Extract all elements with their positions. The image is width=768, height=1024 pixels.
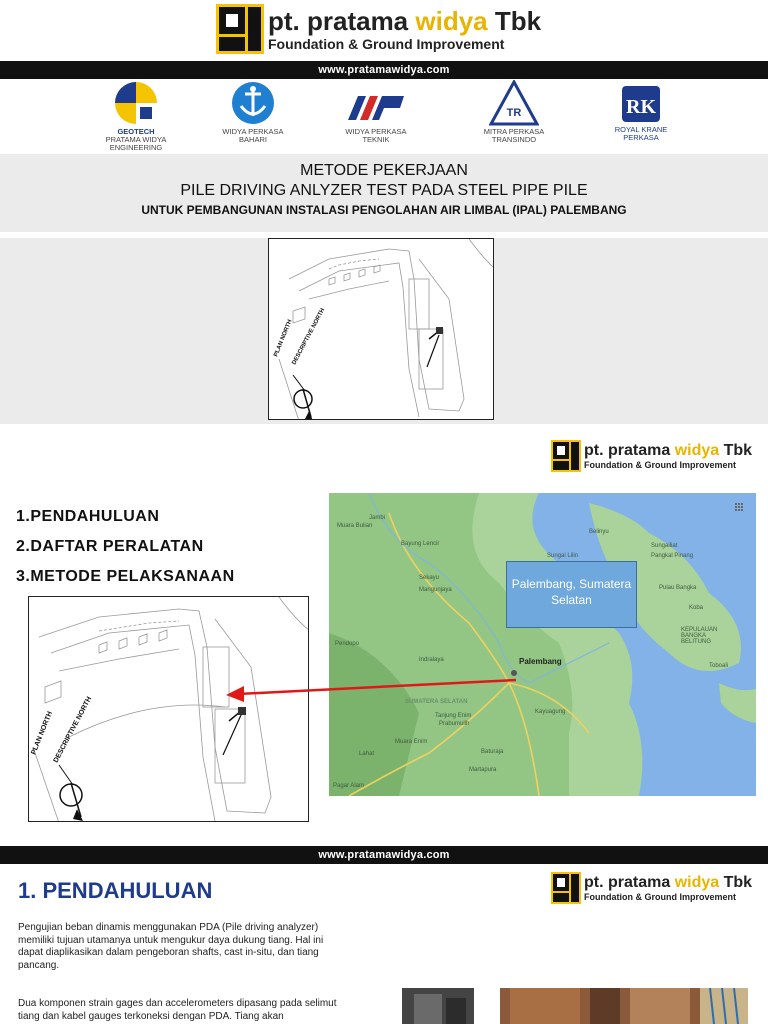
- descriptive-north-label: DESCRIPTIVE NORTH: [52, 695, 94, 764]
- partner-widya-bahari: WIDYA PERKASA BAHARI: [193, 80, 313, 144]
- brand-mark-icon: [216, 4, 264, 54]
- partner-royal-krane: RK ROYAL KRANE PERKASA: [581, 84, 701, 142]
- map-label: Pangkal Pinang: [651, 553, 694, 559]
- map-label: Bayung Lencir: [401, 541, 440, 547]
- geotech-logo-icon: [113, 80, 159, 126]
- map-label: Martapura: [469, 767, 497, 773]
- partner-geotech: GEOTECH PRATAMA WIDYA ENGINEERING: [76, 80, 196, 152]
- map-label: KEPULAUAN BANGKA BELITUNG: [681, 627, 718, 645]
- website-bar: www.pratamawidya.com: [0, 846, 768, 864]
- intro-slide: [0, 846, 768, 1024]
- brand-text: pt. pratama widya Tbk Foundation & Ground Improvement: [268, 6, 542, 52]
- location-map[interactable]: [329, 493, 756, 796]
- pda-photo-1: [402, 988, 474, 1024]
- map-label: Pagar Alam: [333, 783, 365, 789]
- map-label: Pendopo: [335, 641, 360, 647]
- brand-text: pt. pratama widya Tbk Foundation & Ground Improvement: [584, 441, 753, 470]
- intro-paragraph-2: Dua komponen strain gages dan accelerometers dipasang pada selimut tiang dan kabel gauges terkoneksi dengan PDA. Tiang akan: [18, 998, 337, 1022]
- location-arrow: [220, 664, 520, 704]
- descriptive-north-label: DESCRIPTIVE NORTH: [291, 307, 327, 366]
- rk-logo-icon: [620, 84, 662, 124]
- cover-title-line1: METODE PEKERJAAN: [300, 162, 468, 179]
- map-city-label: Palembang: [519, 657, 562, 666]
- plan-north-label: PLAN NORTH: [30, 710, 55, 756]
- map-label: Muara Bulian: [337, 523, 373, 529]
- svg-text:RK: RK: [626, 96, 656, 118]
- contents-slide: [0, 424, 768, 844]
- map-label: Sekayu: [419, 575, 440, 581]
- map-label: Muara Enim: [395, 739, 428, 745]
- partner-logos: [0, 80, 768, 154]
- map-label: Belinyu: [589, 529, 609, 535]
- map-callout: Palembang, Sumatera Selatan: [506, 561, 637, 628]
- map-label: Prabumulih: [439, 721, 470, 727]
- map-label: Koba: [689, 605, 704, 611]
- cover-title: [0, 154, 768, 232]
- map-label: Sungailiat: [651, 543, 678, 549]
- partner-mitra-transindo: TR MITRA PERKASA TRANSINDO: [454, 80, 574, 144]
- rans-logo-icon: [489, 80, 539, 126]
- map-label: Mangunjaya: [419, 587, 452, 593]
- pda-photo-2: [500, 988, 748, 1024]
- map-label: Lahat: [359, 751, 375, 757]
- wp-logo-icon: [344, 90, 408, 126]
- cover-slide: [0, 0, 768, 424]
- map-label: SUMATERA SELATAN: [405, 699, 468, 705]
- map-label: Jambi: [369, 515, 386, 521]
- plan-band: [0, 238, 768, 424]
- plan-north-label: PLAN NORTH: [273, 319, 294, 358]
- partner-widya-teknik: WIDYA PERKASA TEKNIK: [316, 90, 436, 144]
- toc-item[interactable]: 1.PENDAHULUAN: [16, 508, 160, 525]
- brand-logo: [216, 4, 541, 54]
- site-plan-drawing: [268, 238, 494, 420]
- table-of-contents: [16, 502, 235, 592]
- toc-item[interactable]: 3.METODE PELAKSANAAN: [16, 568, 235, 585]
- brand-mark-icon: [551, 872, 581, 904]
- map-label: Pulau Bangka: [659, 585, 697, 591]
- map-label: Baturaja: [481, 749, 504, 755]
- map-label: Indralaya: [419, 657, 444, 663]
- anchor-logo-icon: [230, 80, 276, 126]
- cover-title-line2: PILE DRIVING ANLYZER TEST PADA STEEL PIPE PILE: [180, 182, 588, 199]
- cover-title-line3: UNTUK PEMBANGUNAN INSTALASI PENGOLAHAN AIR LIMBAL (IPAL) PALEMBANG: [141, 203, 627, 217]
- brand-logo-small: [551, 440, 752, 472]
- brand-logo-small: [551, 872, 752, 904]
- map-label: Sungai Lilin: [547, 553, 579, 559]
- website-bar: www.pratamawidya.com: [0, 61, 768, 79]
- brand-text: pt. pratama widya Tbk Foundation & Ground Improvement: [584, 873, 753, 902]
- brand-mark-icon: [551, 440, 581, 472]
- svg-text:TR: TR: [506, 107, 522, 119]
- intro-paragraph-1: Pengujian beban dinamis menggunakan PDA (Pile driving analyzer) memiliki tujuan utamanya untuk mengukur daya dukung tiang. Hal ini dapat diaplikasikan dalam pengeboran shafts, cast in-situ, dan tiang pancang.: [18, 922, 324, 971]
- toc-item[interactable]: 2.DAFTAR PERALATAN: [16, 538, 204, 555]
- map-label: Kayuagung: [535, 709, 566, 715]
- section-title: 1. PENDAHULUAN: [18, 878, 213, 903]
- map-label: Toboali: [709, 663, 729, 669]
- map-label: Tanjung Enim: [435, 713, 472, 719]
- site-plan-drawing-2: [28, 596, 309, 822]
